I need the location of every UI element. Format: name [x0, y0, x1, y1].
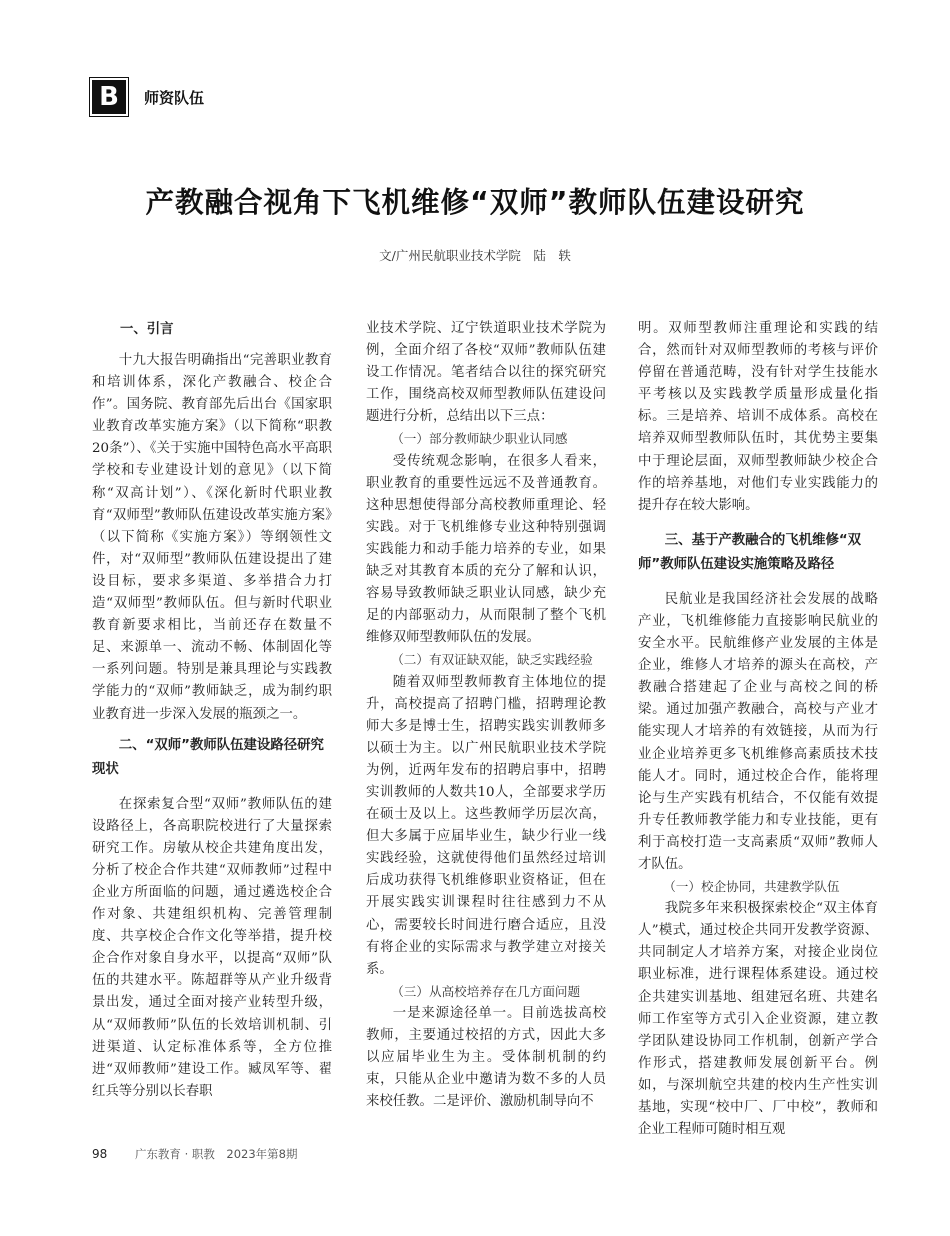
paragraph: 我院多年来积极探索校企“双主体育人”模式，通过校企共同开发教学资源、共同制定人才培养方案，对接企业岗位职业标准，进行课程体系建设。通过校企共建实训基地、组建冠名班、共建名师工作室等方式引入企业资源，建立教学团队建设协同工作机制，创新产学合作形式，搭建教师发展创新平台。例如，与深圳航空共建的校内生产性实训基地，实现“校中厂、厂中校”，教师和企业工程师可随时相互观	[638, 901, 878, 1138]
paragraph: 随着双师型教师教育主体地位的提升，高校提高了招聘门槛，招聘理论教师大多是博士生，招聘实践实训教师多以硕士为主。以广州民航职业技术学院为例，近两年发布的招聘启事中，招聘实训教师的人数共10人，全部要求学历在硕士及以上。这些教师学历层次高，但大多属于应届毕业生，缺少行业一线实践经验，这就使得他们虽然经过培训后成功获得飞机维修职业资格证，但在开展实践实训课程时往往感到力不从心，需要较长时间进行磨合适应，且没有将企业的实际需求与教学建立对接关系。	[366, 674, 606, 977]
paragraph: 明。双师型教师注重理论和实践的结合，然而针对双师型教师的考核与评价停留在普通范畴，没有针对学生技能水平考核以及实践教学质量形成量化指标。三是培养、培训不成体系。高校在培养双师型教师队伍时，其优势主要集中于理论层面，双师型教师缺少校企合作的培养基地，对他们专业实践能力的提升存在较大影响。	[638, 321, 878, 513]
subheading-1: （一）校企协同，共建教学队伍	[663, 879, 840, 895]
section-label: 师资队伍	[144, 88, 205, 107]
paragraph: 受传统观念影响，在很多人看来，职业教育的重要性远远不及普通教育。这种思想使得部分高校教师重理论、轻实践。对于飞机维修专业这种特别强调实践能力和动手能力培养的专业，如果缺乏对其教育本质的充分了解和认识，容易导致教师缺乏职业认同感，缺少充足的内部驱动力，从而限制了整个飞机维修双师型教师队伍的发展。	[366, 453, 606, 646]
article-title: 产教融合视角下飞机维修“双师”教师队伍建设研究	[145, 186, 805, 219]
heading-introduction: 一、引言	[120, 322, 174, 337]
subheading-2: （二）有双证缺双能，缺乏实践经验	[391, 652, 593, 668]
paragraph: 在探索复合型“双师”教师队伍的建设路径上，各高职院校进行了大量探索研究工作。房敏从校企共建角度出发，分析了校企合作共建“双师教师”过程中企业方所面临的问题，通过遴选校企合作对象、共建组织机构、完善管理制度、共享校企合作文化等举措，提升校企合作对象自身水平，以提高“双师”队伍的共建水平。陈超群等从产业升级背景出发，通过全面对接产业转型升级，从“双师教师”队伍的长效培训机制、引进渠道、认定标准体系等，全方位推进“双师教师”建设工作。臧凤军等、翟红兵等分别以长春职	[92, 796, 332, 1099]
journal-name: 广东教育 · 职教 2023年第8期	[134, 1147, 298, 1161]
paragraph: 民航业是我国经济社会发展的战略产业，飞机维修能力直接影响民航业的安全水平。民航维修产业发展的主体是企业，维修人才培养的源头在高校，产教融合搭建起了企业与高校之间的桥梁。通过加强产教融合，高校与产业才能实现人才培养的有效链接，从而为行业企业培养更多飞机维修高素质技术技能人才。同时，通过校企合作，能将理论与生产实践有机结合，不仅能有效提升专任教师教学能力和专业技能，更有利于高校打造一支高素质“双师”教师人才队伍。	[638, 591, 878, 872]
subheading-3: （三）从高校培养存在几方面问题	[391, 983, 581, 999]
section-header	[92, 80, 204, 114]
subheading-1: （一）部分教师缺少职业认同感	[391, 431, 568, 447]
column-2	[366, 318, 606, 1113]
section-letter-badge: B	[92, 80, 126, 114]
paragraph: 一是来源途径单一。目前选拔高校教师，主要通过校招的方式，因此大多以应届毕业生为主。受体制机制的约束，只能从企业中邀请为数不多的人员来校任教。二是评价、激励机制导向不	[366, 1005, 606, 1110]
page-number: 98	[92, 1147, 108, 1161]
paragraph: 业技术学院、辽宁铁道职业技术学院为例，全面介绍了各校“双师”教师队伍建设工作情况。笔者结合以往的探究研究工作，围绕高校双师型教师队伍建设问题进行分析，总结出以下三点：	[366, 321, 606, 425]
article-byline: 文/广州民航职业技术学院 陆 轶	[379, 248, 571, 263]
column-1	[92, 318, 332, 1103]
page-footer	[92, 1146, 298, 1162]
paragraph: 十九大报告明确指出“完善职业教育和培训体系，深化产教融合、校企合作”。国务院、教育部先后出台《国家职业教育改革实施方案》（以下简称“职教20条”）、《关于实施中国特色高水平高职学校和专业建设计划的意见》（以下简称“双高计划”）、《深化新时代职业教育“双师型”教师队伍建设改革实施方案》（以下简称《实施方案》）等纲领性文件，对“双师型”教师队伍建设提出了建设目标，要求多渠道、多举措合力打造“双师型”教师队伍。但与新时代职业教育新要求相比，当前还存在数量不足、来源单一、流动不畅、体制固化等一系列问题。特别是兼具理论与实践教学能力的“双师”教师缺乏，成为制约职业教育进一步深入发展的瓶颈之一。	[92, 353, 332, 722]
heading-research-status: 二、“双师”教师队伍建设路径研究现状	[92, 737, 324, 777]
column-3	[638, 318, 878, 1141]
heading-strategy: 三、基于产教融合的飞机维修“双师”教师队伍建设实施策略及路径	[638, 532, 862, 572]
